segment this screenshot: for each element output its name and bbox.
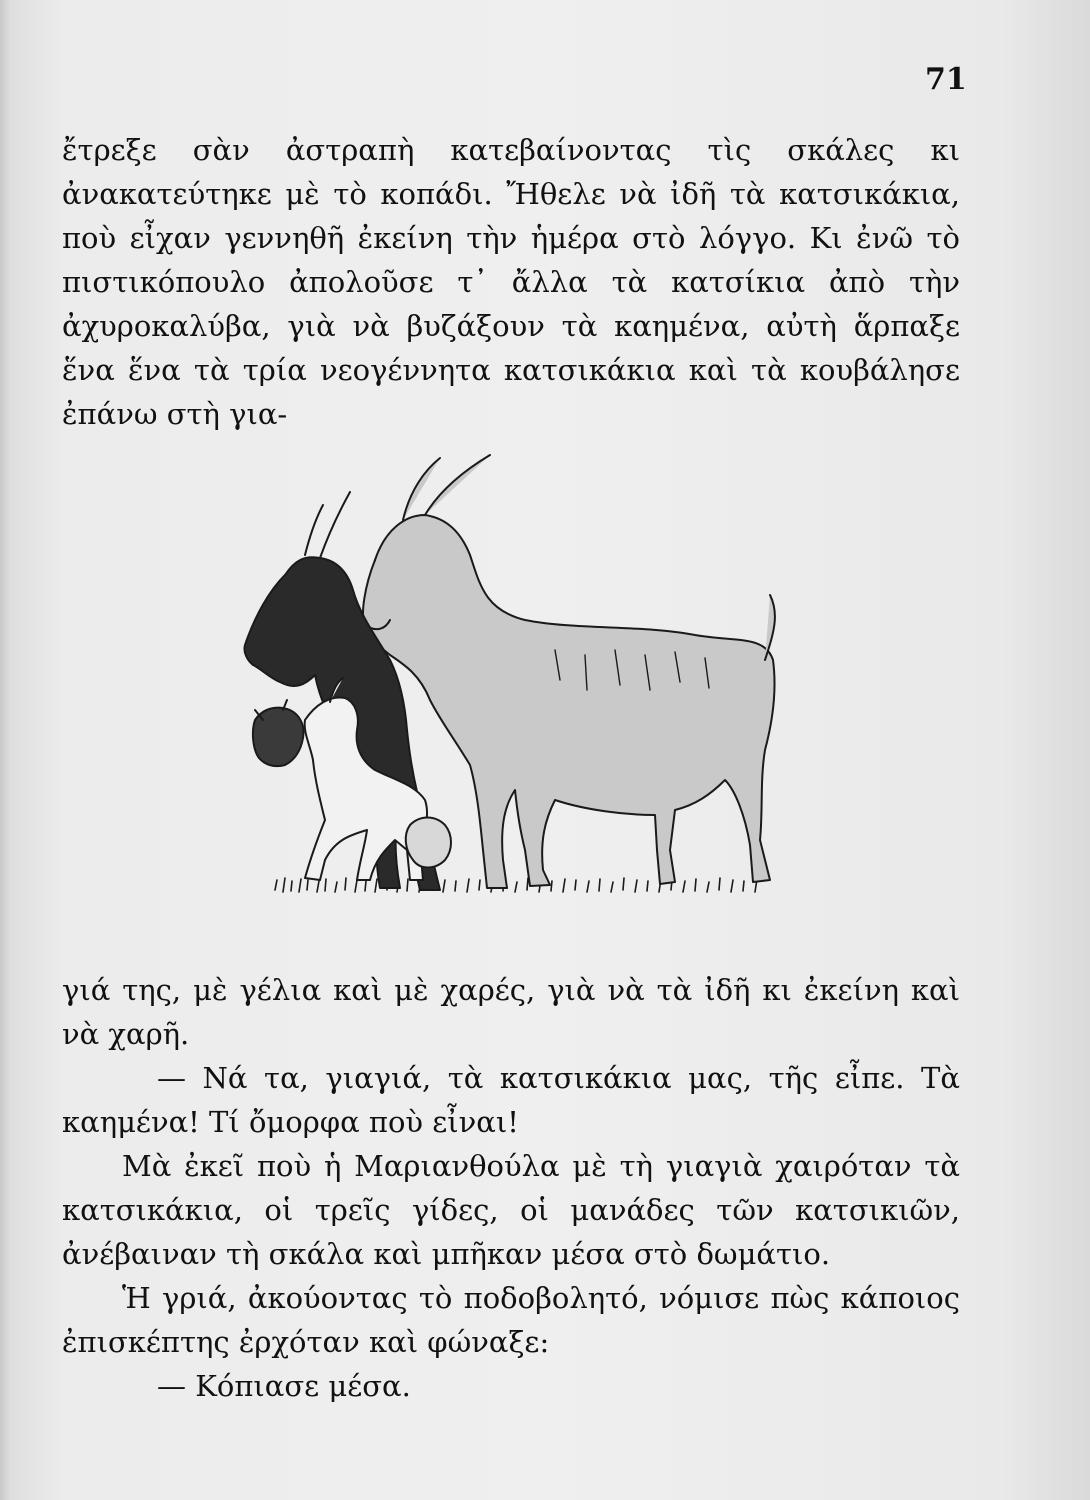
paragraph-dialogue: — Κόπιασε μέσα. [157,1369,411,1403]
text-block-top [62,128,960,436]
page-number: 71 [925,62,967,97]
ground-hatching [275,878,757,892]
kid-goat-curled [406,818,451,868]
goats-illustration [225,420,800,910]
paragraph: ἔτρεξε σὰν ἀστραπὴ κατεβαίνοντας τὶς σκάλες κι ἀνακατεύτηκε μὲ τὸ κοπάδι. Ἤθελε νὰ ἰδῆ τὰ κατσικάκια, ποὺ εἶχαν γεννηθῆ ἐκείνη τὴν ἡμέρα στὸ λόγγο. Κι ἐνῶ τὸ πιστικόπουλο ἀπολοῦσε τ᾿ ἄλλα τὰ κατσίκια ἀπὸ τὴν ἀχυροκαλύβα, γιὰ νὰ βυζάξουν τὰ καημένα, αὐτὴ ἅρπαξε ἕνα ἕνα τὰ τρία νεογέννητα κατσικάκια καὶ τὰ κουβάλησε ἐπάνω στὴ για- [62,133,960,431]
text-block-bottom [62,968,960,1408]
paragraph-dialogue: — Νά τα, γιαγιά, τὰ κατσικάκια μας, τῆς εἶπε. Τὰ καημένα! Τί ὄμορφα ποὺ εἶναι! [62,1061,960,1139]
page-binding-shadow [0,0,10,1500]
paragraph: Ἡ γριά, ἀκούοντας τὸ ποδοβολητό, νόμισε πὼς κάποιος ἐπισκέπτης ἐρχόταν καὶ φώναξε: [62,1281,960,1359]
paragraph: γιά της, μὲ γέλια καὶ μὲ χαρές, γιὰ νὰ τὰ ἰδῆ κι ἐκείνη καὶ νὰ χαρῆ. [62,973,960,1051]
paragraph: Μὰ ἐκεῖ ποὺ ἡ Μαριανθούλα μὲ τὴ γιαγιὰ χαιρόταν τὰ κατσικάκια, οἱ τρεῖς γίδες, οἱ μανάδες τῶν κατσικιῶν, ἀνέβαιναν τὴ σκάλα καὶ μπῆκαν μέσα στὸ δωμάτιο. [62,1149,960,1271]
kid-goat-dark [253,700,304,766]
